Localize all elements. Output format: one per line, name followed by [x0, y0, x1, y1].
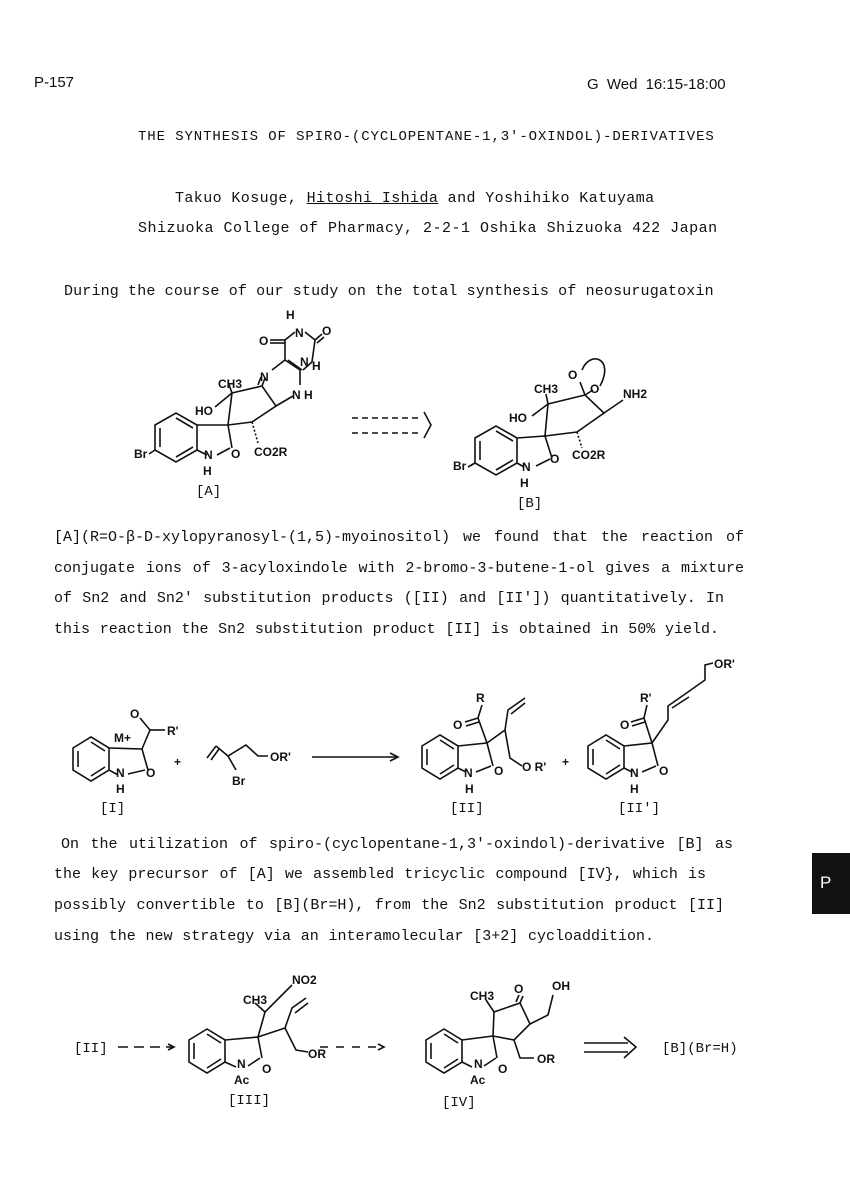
atom-label: N [116, 766, 125, 780]
atom-label: OR [308, 1047, 326, 1061]
paragraph-1-line: [A](R=O-β-D-xylopyranosyl-(1,5)-myoinositol) we found that the reaction of [54, 529, 744, 546]
compound-label: [I] [100, 801, 126, 817]
atom-label: Ac [470, 1073, 486, 1087]
compound-b-structure [453, 359, 647, 512]
atom-label: O [231, 447, 241, 461]
atom-label: O [659, 764, 669, 778]
atom-label: O [550, 452, 560, 466]
retrosynthesis-arrow [584, 1037, 636, 1058]
bromobutenol-structure [207, 745, 291, 788]
dashed-retrosynthesis-arrow [352, 412, 431, 438]
atom-label: H [630, 782, 639, 796]
atom-label: HO [509, 411, 527, 425]
atom-label: CO2R [254, 445, 288, 459]
atom-label: R' [640, 691, 652, 705]
atom-label: O [514, 982, 524, 996]
author-3: and Yoshihiko Katuyama [447, 190, 655, 207]
compound-label: [II'] [618, 801, 661, 817]
atom-label: O [590, 382, 600, 396]
compound-i-structure [73, 707, 182, 817]
atom-label: H [312, 359, 321, 373]
compound-ii-structure [422, 691, 546, 817]
dashed-arrow [320, 1044, 384, 1050]
atom-label: O [453, 718, 463, 732]
atom-label: N [300, 355, 309, 369]
atom-label: OR' [270, 750, 291, 764]
atom-label: R [476, 691, 485, 705]
atom-label: N [204, 448, 213, 462]
affiliation: Shizuoka College of Pharmacy, 2-2-1 Oshika Shizuoka 422 Japan [138, 220, 718, 237]
atom-label: H [465, 782, 474, 796]
atom-label: N [292, 388, 301, 402]
compound-label: [II] [450, 801, 484, 817]
atom-label: O [130, 707, 140, 721]
atom-label: O [498, 1062, 508, 1076]
plus-sign: + [562, 755, 570, 769]
atom-label: CH3 [243, 993, 268, 1007]
compound-iii-structure [189, 973, 326, 1109]
atom-label: Br [232, 774, 246, 788]
atom-label: NO2 [292, 973, 317, 987]
atom-label: O [259, 334, 269, 348]
author-1: Takuo Kosuge, [175, 190, 298, 207]
paragraph-2-line: On the utilization of spiro-(cyclopentane-1,3'-oxindol)-derivative [B] as [61, 836, 733, 853]
author-2-presenter: Hitoshi Ishida [306, 190, 439, 207]
compound-iv-structure [426, 979, 570, 1111]
atom-label: O [322, 324, 332, 338]
atom-label: O [262, 1062, 272, 1076]
atom-label: O [620, 718, 630, 732]
target-label: [B](Br=H) [662, 1041, 738, 1057]
atom-label: H [116, 782, 125, 796]
atom-label: R' [167, 724, 179, 738]
atom-label: Br [453, 459, 467, 473]
atom-label: OR' [714, 657, 735, 671]
paper-title: THE SYNTHESIS OF SPIRO-(CYCLOPENTANE-1,3'-OXINDOL)-DERIVATIVES [138, 129, 715, 145]
compound-label: [III] [228, 1093, 271, 1109]
paragraph-2-line: possibly convertible to [B](Br=H), from the Sn2 substitution product [II] [54, 897, 724, 914]
compound-ii-prime-structure [588, 657, 735, 817]
reaction-arrow [312, 753, 398, 761]
paragraph-1-line: of Sn2 and Sn2' substitution products ([II) and [II']) quantitatively. In [54, 590, 724, 607]
atom-label: O R' [522, 760, 547, 774]
atom-label: N [260, 370, 269, 384]
atom-label: N [474, 1057, 483, 1071]
session-info: G Wed 16:15-18:00 [587, 76, 726, 93]
compound-label: [B] [517, 496, 543, 512]
atom-label: O [146, 766, 156, 780]
compound-label: [II] [74, 1041, 108, 1057]
atom-label: HO [195, 404, 213, 418]
paragraph-1-intro: During the course of our study on the total synthesis of neosurugatoxin [64, 283, 714, 300]
atom-label: CH3 [470, 989, 495, 1003]
atom-label: N [295, 326, 304, 340]
atom-label: N [237, 1057, 246, 1071]
atom-label: CH3 [534, 382, 559, 396]
atom-label: H [286, 308, 295, 322]
atom-label: OR [537, 1052, 555, 1066]
atom-label: Br [134, 447, 148, 461]
paragraph-1-line: conjugate ions of 3-acyloxindole with 2-bromo-3-butene-1-ol gives a mixture [54, 560, 744, 577]
paragraph-2-line: the key precursor of [A] we assembled tricyclic compound [IV}, which is [54, 866, 706, 883]
dashed-arrow [118, 1044, 174, 1050]
abstract-number: P-157 [34, 74, 75, 91]
atom-label: NH2 [623, 387, 648, 401]
atom-label: CO2R [572, 448, 606, 462]
atom-label: Ac [234, 1073, 250, 1087]
atom-label: M+ [114, 731, 132, 745]
plus-sign: + [174, 755, 182, 769]
atom-label: H [304, 388, 313, 402]
atom-label: N [464, 766, 473, 780]
section-tab-label: P [820, 873, 832, 892]
paragraph-2-line: using the new strategy via an interamolecular [3+2] cycloaddition. [54, 928, 654, 945]
atom-label: H [203, 464, 212, 478]
atom-label: N [630, 766, 639, 780]
atom-label: O [568, 368, 578, 382]
paragraph-1-line: this reaction the Sn2 substitution product [II] is obtained in 50% yield. [54, 621, 719, 638]
atom-label: OH [552, 979, 570, 993]
atom-label: CH3 [218, 377, 243, 391]
atom-label: H [520, 476, 529, 490]
atom-label: O [494, 764, 504, 778]
atom-label: N [522, 460, 531, 474]
section-tab [812, 853, 850, 914]
compound-label: [A] [196, 484, 222, 500]
compound-a-structure [134, 308, 331, 500]
compound-label: [IV] [442, 1095, 476, 1111]
